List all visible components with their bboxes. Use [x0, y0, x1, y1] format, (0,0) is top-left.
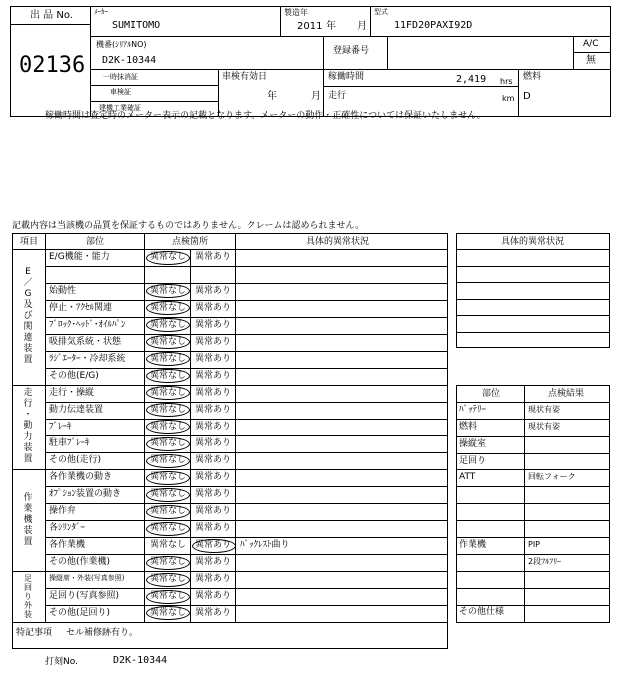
row-part: 操作弁: [49, 506, 77, 517]
circle-mark-ok: [146, 556, 190, 570]
row-part: 停止・ｱｸｾﾙ関連: [49, 302, 113, 313]
row-part: 各ｼﾘﾝﾀﾞｰ: [49, 523, 86, 534]
status-ok: 異常なし: [150, 285, 187, 296]
disclaimer-hours: 稼働時間は査定時のメーター表示の記載となります。メーターの動作・正確性については保証いたしません。: [45, 111, 486, 121]
row-part: その他(作業機): [49, 557, 111, 568]
status-ok: 異常なし: [150, 472, 187, 483]
right-row-part: その他仕様: [459, 607, 505, 617]
group-label-char: 外: [24, 600, 32, 610]
group-label: [22, 574, 34, 619]
inspection-month-unit: 月: [311, 91, 321, 102]
status-ng: 異常あり: [195, 438, 232, 449]
group-label-char: 足: [24, 573, 32, 583]
right-row-result: 2段ﾌﾙﾌﾘｰ: [528, 557, 562, 566]
group-label: [22, 388, 34, 465]
row-part: ﾌﾞﾛｯｸ･ﾍｯﾄﾞ･ｵｲﾙﾊﾟﾝ: [49, 319, 126, 330]
group-label-char: 機: [23, 514, 33, 525]
status-ng: 異常あり: [195, 489, 232, 500]
status-ng: 異常あり: [195, 591, 232, 601]
year-unit: 年: [326, 21, 336, 32]
inspection-label: 車検有効日: [222, 72, 268, 82]
group-label-char: E: [25, 267, 31, 278]
stamp-value: D2K-10344: [113, 655, 168, 666]
row-part: 動力伝達装置: [49, 404, 104, 415]
ac-value: 無: [586, 55, 596, 66]
status-ok: 異常なし: [150, 607, 187, 618]
status-ng: 異常あり: [195, 370, 232, 381]
group-label-char: び: [23, 311, 33, 322]
right-row-result: 現状有姿: [528, 422, 560, 431]
stamp-label: 打刻No.: [45, 657, 78, 667]
group-label-char: 置: [23, 536, 33, 547]
status-ok: 異常なし: [150, 319, 187, 330]
circle-mark-ok: [146, 505, 190, 519]
row-part: ﾗｼﾞｴｰﾀｰ・冷却系統: [49, 353, 126, 364]
circle-mark-ok: [146, 403, 190, 417]
status-ok: 異常なし: [150, 387, 187, 398]
status-ok: 異常なし: [150, 302, 187, 313]
row-part: 駐車ﾌﾞﾚｰｷ: [49, 438, 90, 449]
fuel-value: D: [523, 91, 531, 102]
status-ng: 異常あり: [195, 252, 232, 262]
hours-value: 2,419: [456, 74, 487, 85]
status-ng: 異常あり: [195, 404, 232, 415]
status-ng: 異常あり: [195, 540, 232, 551]
circle-mark-ok: [146, 471, 190, 485]
status-ng: 異常あり: [195, 319, 232, 330]
fuel-label: 燃料: [523, 72, 542, 82]
reg-label: 登録番号: [333, 46, 370, 56]
group-label-char: 装: [23, 344, 33, 355]
group-label-char: G: [24, 289, 32, 300]
year: 2011: [297, 21, 323, 32]
group-label-char: ／: [23, 278, 33, 289]
group-label-char: 装: [23, 525, 33, 536]
right-row-part: 操縦室: [459, 439, 487, 449]
right-part-header: 部位: [482, 389, 501, 399]
inspection-year-unit: 年: [267, 91, 277, 102]
km-unit: km: [502, 94, 515, 103]
row-part: 吸排気系統・状態: [49, 336, 122, 347]
circle-mark-ok: [146, 522, 190, 536]
status-ng: 異常あり: [195, 607, 232, 618]
status-ok: 異常なし: [150, 557, 187, 568]
group-label: [22, 493, 34, 548]
right-row-part: 足回り: [459, 456, 487, 466]
row-part: ﾌﾞﾚｰｷ: [49, 421, 72, 432]
status-ng: 異常あり: [195, 285, 232, 296]
status-ok: 異常なし: [150, 336, 187, 347]
circle-mark-ng: [192, 539, 236, 553]
status-ok: 異常なし: [150, 438, 187, 449]
right-row-result: PIP: [528, 540, 541, 549]
status-ok: 異常なし: [150, 421, 187, 432]
hours-unit: hrs: [500, 77, 513, 86]
cert-temporary: 一時抹消証: [103, 73, 138, 81]
hours-label: 稼働時間: [328, 72, 365, 82]
row-part: 各作業機: [49, 540, 86, 551]
special-label: 特記事項: [16, 628, 53, 638]
circle-mark-ok: [146, 590, 190, 604]
group-label-char: 及: [23, 300, 33, 311]
status-ng: 異常あり: [195, 336, 232, 347]
group-label-char: 置: [23, 454, 33, 465]
status-ng: 異常あり: [195, 574, 232, 585]
right-row-part: ATT: [459, 472, 476, 482]
circle-mark-ok: [146, 488, 190, 502]
circle-mark-ok: [146, 573, 190, 587]
status-ng: 異常あり: [195, 421, 232, 432]
row-part: 足回り(写真参照): [49, 591, 120, 601]
status-ng: 異常あり: [195, 472, 232, 483]
status-ok: 異常なし: [150, 523, 187, 534]
col-check-header: 点検箇所: [172, 237, 209, 247]
row-part: E/G機能・能力: [49, 252, 110, 262]
group-label-char: 置: [23, 355, 33, 366]
month-unit: 月: [357, 21, 367, 32]
col-item-header: 項目: [20, 237, 39, 247]
model: 11FD20PAXI92D: [394, 20, 473, 31]
group-label-char: 力: [23, 432, 33, 443]
row-part: 各作業機の動き: [49, 472, 113, 483]
year-label: 製造年: [284, 8, 308, 17]
right-result-header: 点検結果: [548, 389, 585, 399]
serial: D2K-10344: [102, 55, 157, 66]
group-label: [22, 267, 34, 366]
row-part: 始動性: [49, 285, 77, 296]
circle-mark-ok: [146, 454, 190, 468]
group-label-char: ・: [23, 410, 33, 421]
row-part: その他(走行): [49, 455, 102, 466]
status-ok: 異常なし: [150, 506, 187, 517]
group-label-char: 装: [24, 609, 32, 619]
group-label-char: 装: [23, 443, 33, 454]
status-ok: 異常なし: [150, 252, 187, 262]
group-label-char: 関: [23, 322, 33, 333]
circle-mark-ok: [146, 420, 190, 434]
right-row-result: 回転フォーク: [528, 472, 576, 481]
row-part: 走行・操縦: [49, 387, 95, 398]
status-ok: 異常なし: [150, 574, 187, 585]
item-no-label: 出 品 No.: [30, 10, 73, 21]
group-label-char: 行: [23, 399, 33, 410]
travel-label: 走行: [328, 91, 347, 101]
serial-label: 機番(ｼﾘｱﾙNO): [96, 40, 147, 49]
group-label-char: 走: [23, 388, 33, 399]
row-part: その他(E/G): [49, 370, 99, 381]
circle-mark-ok: [146, 386, 190, 400]
group-label-char: 作: [23, 492, 33, 503]
right-detail-header: 具体的異常状況: [501, 237, 565, 247]
model-label: 型式: [374, 8, 388, 16]
status-ok: 異常なし: [150, 591, 187, 601]
status-ok: 異常なし: [150, 489, 187, 500]
row-detail: ﾊﾞｯｸﾚｽﾄ曲り: [240, 540, 290, 551]
right-row-part: 作業機: [459, 540, 487, 550]
group-label-char: り: [24, 591, 32, 601]
ac-label: A/C: [583, 39, 599, 49]
col-detail-header: 具体的異常状況: [306, 237, 370, 247]
group-label-char: 回: [24, 582, 32, 592]
maker-label: ﾒｰｶｰ: [94, 8, 108, 16]
status-ng: 異常あり: [195, 455, 232, 466]
right-row-part: ﾊﾞｯﾃﾘｰ: [459, 405, 487, 415]
status-ng: 異常あり: [195, 302, 232, 313]
circle-mark-ok: [146, 251, 190, 265]
status-ng: 異常あり: [195, 353, 232, 364]
circle-mark-ok: [146, 437, 190, 451]
status-ok: 異常なし: [150, 455, 187, 466]
status-ng: 異常あり: [195, 387, 232, 398]
row-part: ｵﾌﾟｼｮﾝ装置の動き: [49, 489, 122, 500]
cert-industry: 建機工業確証: [99, 104, 141, 112]
status-ok: 異常なし: [150, 540, 187, 551]
col-part-header: 部位: [86, 237, 105, 247]
status-ng: 異常あり: [195, 506, 232, 517]
row-part: その他(足回り): [49, 607, 111, 618]
group-label-char: 動: [23, 421, 33, 432]
quality-note: 記載内容は当該機の品質を保証するものではありません。クレームは認められません。: [12, 221, 365, 231]
status-ng: 異常あり: [195, 523, 232, 534]
status-ok: 異常なし: [150, 404, 187, 415]
special-text: セル補修跡有り。: [66, 628, 139, 638]
maker: SUMITOMO: [112, 20, 161, 31]
right-row-result: 現状有姿: [528, 405, 560, 414]
status-ng: 異常あり: [195, 557, 232, 568]
group-label-char: 連: [23, 333, 33, 344]
right-row-part: 燃料: [459, 422, 478, 432]
item-no: 02136: [19, 53, 86, 78]
group-label-char: 業: [23, 503, 33, 514]
cert-inspection: 車検証: [110, 88, 131, 96]
status-ok: 異常なし: [150, 353, 187, 364]
row-part: 操縦席・外装(写真参照): [49, 574, 125, 583]
status-ok: 異常なし: [150, 370, 187, 381]
